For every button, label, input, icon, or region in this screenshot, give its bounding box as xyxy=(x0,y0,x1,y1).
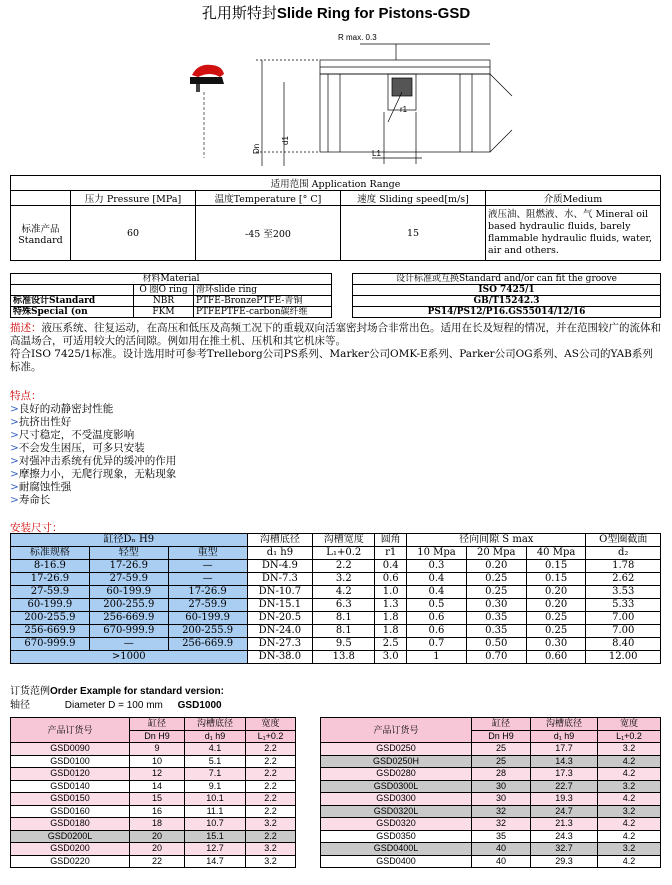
table-cell: GSD0250H xyxy=(321,755,472,768)
table-cell: 10 xyxy=(130,755,185,768)
table-cell: DN-20.5 xyxy=(247,612,313,625)
table-cell: GSD0250 xyxy=(321,743,472,756)
table-cell: 30 xyxy=(472,793,531,806)
table-cell: 6.3 xyxy=(313,599,375,612)
table-cell: 1.8 xyxy=(375,625,407,638)
table-cell: 0.35 xyxy=(466,625,526,638)
table-cell: 20 xyxy=(130,843,185,856)
table-cell: 16 xyxy=(130,805,185,818)
feature-item: >耐腐蚀性强 xyxy=(10,481,72,493)
feature-item: >尺寸稳定，不受温度影响 xyxy=(10,429,135,441)
table-cell: 256-669.9 xyxy=(168,638,247,651)
table-cell: 670-999.9 xyxy=(11,638,90,651)
table-cell: 18 xyxy=(130,818,185,831)
table-row xyxy=(321,805,661,818)
title-en: Slide Ring for Pistons-GSD xyxy=(276,5,471,22)
table-row xyxy=(321,830,661,843)
table-cell: GSD0300L xyxy=(321,780,472,793)
table-cell: 1.78 xyxy=(586,560,661,573)
table-cell: GSD0120 xyxy=(11,768,130,781)
table-cell: DN-10.7 xyxy=(247,586,313,599)
dims-subheader xyxy=(11,547,661,560)
col-medium: 介质Medium xyxy=(486,191,661,206)
description xyxy=(10,322,662,374)
feature-item: >摩擦力小，无爬行现象，无粘现象 xyxy=(10,468,177,480)
table-cell: 9.1 xyxy=(185,780,246,793)
table-row xyxy=(321,793,661,806)
table-cell: 7.00 xyxy=(586,612,661,625)
medium-value: 液压油、阻燃液、水、气 Mineral oil based hydraulic fluids, barely flammable hydraulic fluids, water, air and others. xyxy=(486,206,661,261)
table-cell: — xyxy=(168,573,247,586)
table-cell: 0.25 xyxy=(466,573,526,586)
table-row xyxy=(11,560,661,573)
table-cell: 2.2 xyxy=(246,780,296,793)
table-cell: 0.20 xyxy=(466,560,526,573)
table-row xyxy=(11,638,661,651)
table-row xyxy=(11,805,296,818)
table-cell: 2.2 xyxy=(246,743,296,756)
table-cell: 9.5 xyxy=(313,638,375,651)
standard-row: ISO 7425/1 xyxy=(353,285,661,296)
table-cell: GSD0090 xyxy=(11,743,130,756)
dims-subheader-cell: 40 Mpa xyxy=(526,547,586,560)
table-row xyxy=(11,855,296,868)
page-title xyxy=(0,2,672,23)
table-row xyxy=(321,768,661,781)
table-cell: 0.6 xyxy=(407,612,467,625)
standard-row-label: 标准产品 Standard xyxy=(11,206,71,261)
standard-slide: PTFE-BronzePTFE-青铜 xyxy=(194,296,332,307)
table-cell: 27-59.9 xyxy=(168,599,247,612)
table-cell: 27-59.9 xyxy=(89,573,168,586)
r1-label: r1 xyxy=(400,105,408,114)
table-cell: 2.2 xyxy=(246,830,296,843)
standard-label: 标准设计Standard xyxy=(11,296,134,307)
table-cell: 3.2 xyxy=(246,855,296,868)
table-cell: 14.3 xyxy=(531,755,598,768)
table-cell: 20 xyxy=(130,830,185,843)
table-row xyxy=(11,843,296,856)
table-cell: GSD0100 xyxy=(11,755,130,768)
table-cell: 9 xyxy=(130,743,185,756)
order-left-body xyxy=(11,743,296,868)
table-cell: GSD0220 xyxy=(11,855,130,868)
table-row xyxy=(11,818,296,831)
table-cell: 8.40 xyxy=(586,638,661,651)
arrow-icon: > xyxy=(10,416,19,428)
standard-row: PS14/PS12/P16.GS55014/12/16 xyxy=(353,307,661,318)
table-cell: 0.50 xyxy=(466,638,526,651)
table-cell: 0.4 xyxy=(407,586,467,599)
table-cell: 3.2 xyxy=(598,743,661,756)
table-cell: 5.33 xyxy=(586,599,661,612)
arrow-icon: > xyxy=(10,468,19,480)
table-cell: 3.2 xyxy=(598,780,661,793)
table-cell: 29.3 xyxy=(531,855,598,868)
table-cell: 22.7 xyxy=(531,780,598,793)
feature-item: >不会发生困压，可多只安装 xyxy=(10,442,145,454)
table-cell: 0.6 xyxy=(375,573,407,586)
table-row xyxy=(11,599,661,612)
title-cn: 孔用斯特封 xyxy=(201,4,277,22)
table-cell: 14.7 xyxy=(185,855,246,868)
table-cell: 0.15 xyxy=(526,573,586,586)
table-row xyxy=(11,830,296,843)
table-cell: 0.4 xyxy=(407,573,467,586)
table-cell: DN-7.3 xyxy=(247,573,313,586)
table-cell: 32.7 xyxy=(531,843,598,856)
material-table xyxy=(10,273,332,318)
dims-subheader-cell: L₁+0.2 xyxy=(313,547,375,560)
seal-profile-icon xyxy=(190,65,224,158)
table-row xyxy=(11,586,661,599)
arrow-icon: > xyxy=(10,429,19,441)
table-cell: 32 xyxy=(472,818,531,831)
table-cell: 12.7 xyxy=(185,843,246,856)
table-cell: 10.1 xyxy=(185,793,246,806)
table-cell: 17.3 xyxy=(531,768,598,781)
table-cell: 4.2 xyxy=(598,755,661,768)
table-cell: 200-255.9 xyxy=(11,612,90,625)
order-subtitle: 轴径 Diameter D = 100 mm GSD1000 xyxy=(10,700,222,711)
table-cell: 30 xyxy=(472,780,531,793)
pressure-value: 60 xyxy=(71,206,196,261)
order-table-right: 产品订货号 缸径 沟槽底径 宽度 Dn H9 d₁ h9 L₁+0.2 GSD0250 25 17.7 3.2 GSD0250H 25 14.3 4.2 GSD0280 28 17.3 4.2 GSD0300L 30 22.7 3.2 GSD0300 30 19.3 4.2 GSD0320L 32 24.7 3.2 GSD0320 32 21.3 4.2 GSD0350 35 24.3 4.2 GSD0400L 40 32.7 3.2 GSD0400 40 29.3 4.2 xyxy=(320,717,661,868)
table-cell: 1.0 xyxy=(375,586,407,599)
table-row: >1000 DN-38.0 13.8 3.0 1 0.70 0.60 12.00 xyxy=(11,651,661,664)
table-cell: GSD0280 xyxy=(321,768,472,781)
table-cell: 12 xyxy=(130,768,185,781)
order-title: 订货范例Order Example for standard version: xyxy=(10,686,224,697)
dims-h-oring: O型圈截面 xyxy=(586,534,661,547)
table-row xyxy=(321,855,661,868)
table-cell: GSD0160 xyxy=(11,805,130,818)
standards-header: 设计标准或互换Standard and/or can fit the groove xyxy=(353,274,661,285)
dims-h-groove-d: 沟槽底径 xyxy=(247,534,313,547)
table-cell: GSD0320 xyxy=(321,818,472,831)
dimensions-table xyxy=(10,533,661,664)
application-header: 适用范围 Application Range xyxy=(11,176,661,191)
table-cell: 0.35 xyxy=(466,612,526,625)
dims-subheader-cell: d₁ h9 xyxy=(247,547,313,560)
table-cell: 28 xyxy=(472,768,531,781)
application-table xyxy=(10,175,661,261)
dims-h-gap: 径向间隙 S max xyxy=(407,534,586,547)
dims-subheader-cell: 轻型 xyxy=(89,547,168,560)
table-cell: 2.2 xyxy=(246,755,296,768)
col-pressure: 压力 Pressure [MPa] xyxy=(71,191,196,206)
table-cell: 256-669.9 xyxy=(11,625,90,638)
table-cell: 4.2 xyxy=(313,586,375,599)
table-cell: 3.2 xyxy=(313,573,375,586)
standard-oring: NBR xyxy=(134,296,194,307)
table-cell: 3.2 xyxy=(246,818,296,831)
table-cell: — xyxy=(89,638,168,651)
feature-item: >寿命长 xyxy=(10,494,51,506)
table-row xyxy=(321,818,661,831)
table-cell: 8.1 xyxy=(313,625,375,638)
table-cell: 32 xyxy=(472,805,531,818)
table-cell: GSD0180 xyxy=(11,818,130,831)
table-cell: 40 xyxy=(472,855,531,868)
order-table-left: 产品订货号 缸径 沟槽底径 宽度 Dn H9 d₁ h9 L₁+0.2 GSD0090 9 4.1 2.2 GSD0100 10 5.1 2.2 GSD0120 12 7.1 2.2 GSD0140 14 9.1 2.2 GSD0150 15 10.1 2.2 GSD0160 16 11.1 2.2 GSD0180 18 10.7 3.2 GSD0200L 20 15.1 2.2 GSD0200 20 12.7 3.2 GSD0220 22 14.7 3.2 xyxy=(10,717,296,868)
table-cell: 0.25 xyxy=(466,586,526,599)
table-cell: 7.1 xyxy=(185,768,246,781)
table-row xyxy=(321,843,661,856)
dims-subheader-cell: 标准规格 xyxy=(11,547,90,560)
table-cell: 0.4 xyxy=(375,560,407,573)
arrow-icon: > xyxy=(10,481,19,493)
table-cell: 0.5 xyxy=(407,599,467,612)
table-cell: 22 xyxy=(130,855,185,868)
description-text-2: 符合ISO 7425/1标准。设计选用时可参考Trelleborg公司PS系列、Marker公司OMK-E系列、Parker公司OG系列、AS公司的YAB系列标准。 xyxy=(10,348,653,373)
table-cell: 1.8 xyxy=(375,612,407,625)
table-cell: 0.30 xyxy=(526,638,586,651)
table-cell: 3.2 xyxy=(598,843,661,856)
speed-value: 15 xyxy=(341,206,486,261)
table-cell: 15.1 xyxy=(185,830,246,843)
standards-table xyxy=(352,273,661,318)
col-speed: 速度 Sliding speed[m/s] xyxy=(341,191,486,206)
table-cell: 17-26.9 xyxy=(11,573,90,586)
table-cell: 60-199.9 xyxy=(11,599,90,612)
table-cell: 11.1 xyxy=(185,805,246,818)
table-cell: 19.3 xyxy=(531,793,598,806)
table-cell: 24.7 xyxy=(531,805,598,818)
table-row xyxy=(11,768,296,781)
table-cell: DN-24.0 xyxy=(247,625,313,638)
dims-body xyxy=(11,560,661,651)
dims-subheader-cell: r1 xyxy=(375,547,407,560)
table-cell: DN-15.1 xyxy=(247,599,313,612)
table-cell: 0.25 xyxy=(526,612,586,625)
table-cell: 60-199.9 xyxy=(89,586,168,599)
d1-label: d1 xyxy=(281,136,290,145)
table-cell: 2.2 xyxy=(313,560,375,573)
table-cell: GSD0200 xyxy=(11,843,130,856)
table-cell: 21.3 xyxy=(531,818,598,831)
table-row xyxy=(321,755,661,768)
table-cell: 1.3 xyxy=(375,599,407,612)
table-cell: 4.2 xyxy=(598,830,661,843)
table-cell: 2.5 xyxy=(375,638,407,651)
table-cell: 2.2 xyxy=(246,793,296,806)
col-temperature: 温度Temperature [° C] xyxy=(196,191,341,206)
oring-col: O 圈O ring xyxy=(134,285,194,296)
table-cell: GSD0150 xyxy=(11,793,130,806)
table-cell: 3.2 xyxy=(598,805,661,818)
table-cell: 40 xyxy=(472,843,531,856)
table-cell: 4.2 xyxy=(598,768,661,781)
table-cell: 0.15 xyxy=(526,560,586,573)
table-cell: GSD0400 xyxy=(321,855,472,868)
feature-item: >良好的动静密封性能 xyxy=(10,403,114,415)
special-oring: FKM xyxy=(134,307,194,318)
table-row xyxy=(11,780,296,793)
table-cell: 2.62 xyxy=(586,573,661,586)
housing-drawing-icon xyxy=(256,44,512,166)
table-cell: 24.3 xyxy=(531,830,598,843)
table-cell: 0.20 xyxy=(526,599,586,612)
standard-row: GB/T15242.3 xyxy=(353,296,661,307)
table-cell: 2.2 xyxy=(246,805,296,818)
table-cell: GSD0200L xyxy=(11,830,130,843)
dn-label: Dn xyxy=(252,143,261,154)
table-cell: 7.00 xyxy=(586,625,661,638)
table-cell: 0.30 xyxy=(466,599,526,612)
dims-h-bore: 缸径Dₙ H9 xyxy=(11,534,248,547)
table-row xyxy=(321,780,661,793)
table-cell: DN-4.9 xyxy=(247,560,313,573)
table-cell: GSD0350 xyxy=(321,830,472,843)
table-row xyxy=(11,755,296,768)
table-cell: 200-255.9 xyxy=(89,599,168,612)
table-cell: 10.7 xyxy=(185,818,246,831)
arrow-icon: > xyxy=(10,442,19,454)
table-cell: — xyxy=(168,560,247,573)
table-cell: 25 xyxy=(472,755,531,768)
table-cell: 8.1 xyxy=(313,612,375,625)
table-cell: 17.7 xyxy=(531,743,598,756)
table-cell: GSD0400L xyxy=(321,843,472,856)
table-cell: 0.7 xyxy=(407,638,467,651)
feature-item: >抗挤出性好 xyxy=(10,416,72,428)
table-cell: 3.2 xyxy=(246,843,296,856)
table-cell: 35 xyxy=(472,830,531,843)
table-cell: 3.53 xyxy=(586,586,661,599)
table-cell: GSD0300 xyxy=(321,793,472,806)
table-row xyxy=(11,793,296,806)
table-cell: 17-26.9 xyxy=(89,560,168,573)
table-row xyxy=(11,612,661,625)
table-row xyxy=(321,743,661,756)
dims-subheader-cell: d₂ xyxy=(586,547,661,560)
table-cell: 256-669.9 xyxy=(89,612,168,625)
order-right-body xyxy=(321,743,661,868)
r-max-label: R max. 0.3 xyxy=(338,33,377,42)
table-cell: GSD0320L xyxy=(321,805,472,818)
dims-h-groove-w: 沟槽宽度 xyxy=(313,534,375,547)
table-cell: 25 xyxy=(472,743,531,756)
dims-subheader-cell: 20 Mpa xyxy=(466,547,526,560)
table-row xyxy=(11,625,661,638)
seal-diagram xyxy=(160,30,520,170)
table-cell: DN-27.3 xyxy=(247,638,313,651)
table-row xyxy=(11,573,661,586)
features-label: 特点： xyxy=(10,390,42,402)
table-cell: 60-199.9 xyxy=(168,612,247,625)
temperature-value: -45 至200 xyxy=(196,206,341,261)
table-cell: 4.2 xyxy=(598,818,661,831)
table-cell: 17-26.9 xyxy=(168,586,247,599)
table-cell: GSD0140 xyxy=(11,780,130,793)
table-cell: 0.6 xyxy=(407,625,467,638)
table-cell: 14 xyxy=(130,780,185,793)
table-cell: 4.2 xyxy=(598,855,661,868)
table-row xyxy=(11,743,296,756)
table-cell: 15 xyxy=(130,793,185,806)
table-cell: 2.2 xyxy=(246,768,296,781)
dims-subheader-cell: 10 Mpa xyxy=(407,547,467,560)
dims-h-r: 圆角 xyxy=(375,534,407,547)
feature-item: >对强冲击系统有优异的缓冲的作用 xyxy=(10,455,177,467)
table-cell: 4.1 xyxy=(185,743,246,756)
material-header: 材料Material xyxy=(11,274,332,285)
table-cell: 0.3 xyxy=(407,560,467,573)
dims-subheader-cell: 重型 xyxy=(168,547,247,560)
table-cell: 27-59.9 xyxy=(11,586,90,599)
dims-label: 安装尺寸： xyxy=(10,522,63,534)
features xyxy=(10,390,176,507)
table-cell: 0.20 xyxy=(526,586,586,599)
table-cell: 5.1 xyxy=(185,755,246,768)
arrow-icon: > xyxy=(10,455,19,467)
table-cell: 200-255.9 xyxy=(168,625,247,638)
description-text: 液压系统、往复运动，在高压和低压及高频工况下的重载双向活塞密封场合非常出色。适用在长及短程的情况，并在范围较广的流体和高温场合，可适用较大的活间隙。例如用在推土机、压机和其它机床等。 xyxy=(10,322,661,347)
description-label: 描述： xyxy=(10,322,42,334)
arrow-icon: > xyxy=(10,494,19,506)
slide-col: 滑环slide ring xyxy=(194,285,332,296)
special-slide: PTFEPTFE-carbon碳纤维 xyxy=(194,307,332,318)
special-label: 特殊Special (on xyxy=(11,307,134,318)
arrow-icon: > xyxy=(10,403,19,415)
table-cell: 4.2 xyxy=(598,793,661,806)
table-cell: 8-16.9 xyxy=(11,560,90,573)
table-cell: 0.25 xyxy=(526,625,586,638)
l1-label: L1 xyxy=(372,149,381,158)
table-cell: 670-999.9 xyxy=(89,625,168,638)
